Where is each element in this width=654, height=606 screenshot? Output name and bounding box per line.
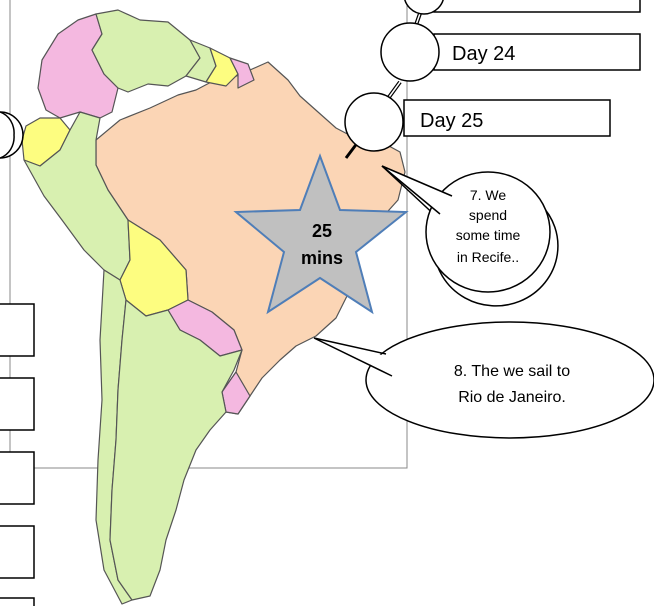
star-number: 25 xyxy=(311,221,333,241)
left-box-2[interactable] xyxy=(0,378,34,430)
callout-rio-bubble xyxy=(366,322,654,438)
left-box-3[interactable] xyxy=(0,452,34,504)
callout-recife-line1: 7. We xyxy=(469,187,507,203)
callout-rio-line2: Rio de Janeiro. xyxy=(458,389,566,406)
left-box-5[interactable] xyxy=(0,598,34,606)
callout-rio xyxy=(314,322,654,438)
left-box-4[interactable] xyxy=(0,526,34,578)
south-america-map xyxy=(22,10,405,604)
callout-recife-line3: some time xyxy=(455,227,521,243)
day-circle-24[interactable] xyxy=(381,23,439,81)
left-box-1[interactable] xyxy=(0,304,34,356)
day-box-partial xyxy=(434,0,640,12)
day-circle-25[interactable] xyxy=(345,93,403,151)
star-unit: mins xyxy=(300,248,344,268)
callout-rio-line1: 8. The we sail to xyxy=(453,363,571,380)
left-box-stack xyxy=(0,304,34,606)
callout-recife xyxy=(382,166,558,306)
day-label-25: Day 25 xyxy=(420,110,484,132)
day-label-24: Day 24 xyxy=(452,43,516,65)
timeline-chain xyxy=(345,0,640,158)
callout-recife-line2: spend xyxy=(468,207,508,223)
callout-recife-line4: in Recife.. xyxy=(456,249,520,265)
